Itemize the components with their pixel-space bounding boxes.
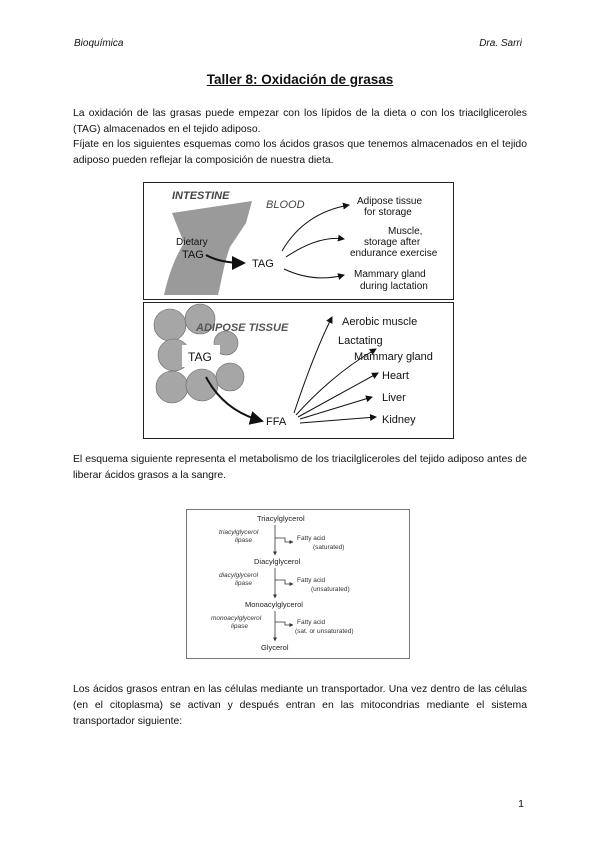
mammary-lactation-label-1: Mammary gland bbox=[354, 269, 426, 280]
muscle-label-1: Muscle, bbox=[388, 226, 423, 237]
header-author: Dra. Sarri bbox=[479, 38, 522, 49]
paragraph-intro: La oxidación de las grasas puede empezar con los lípidos de la dieta o con los triacilgliceroles (TAG) almacenados en el tejido adiposo. bbox=[73, 108, 527, 135]
figure-dietary-tag bbox=[143, 182, 454, 300]
target-liver: Liver bbox=[382, 392, 406, 404]
header-course: Bioquímica bbox=[74, 38, 124, 49]
page-title: Taller 8: Oxidación de grasas bbox=[206, 72, 394, 87]
intestine-shape bbox=[164, 201, 252, 295]
paragraph-transport: Los ácidos grasos entran en las células mediante un transportador. Una vez dentro de las células (en el citoplasma) se activan y después entran en las mitocondrias mediante el sistema transportador siguiente: bbox=[73, 684, 527, 727]
fatty-acid-3-label: Fatty acid bbox=[297, 619, 326, 626]
target-heart: Heart bbox=[382, 370, 409, 382]
paragraph-lipolysis: El esquema siguiente representa el metabolismo de los triacilgliceroles del tejido adiposo antes de liberar ácidos grasos a la sangre. bbox=[73, 454, 527, 481]
target-lactating: Lactating bbox=[338, 335, 383, 347]
target-mammary-gland: Mammary gland bbox=[354, 351, 433, 363]
figure-lipolysis bbox=[186, 509, 410, 659]
dag-lipase-label-1: diacylglycerol bbox=[219, 572, 259, 579]
mag-lipase-label-1: monoacylglycerol bbox=[211, 615, 262, 622]
arrow-to-heart bbox=[298, 373, 378, 417]
ffa-arrows bbox=[294, 317, 378, 423]
blood-tag-label: TAG bbox=[252, 258, 274, 270]
fatty-acid-2-label: Fatty acid bbox=[297, 577, 326, 584]
dietary-label: Dietary bbox=[176, 237, 208, 248]
triacylglycerol-label: Triacylglycerol bbox=[257, 514, 305, 523]
figure-lipolysis-drawing bbox=[187, 510, 409, 658]
arrow-to-liver bbox=[300, 397, 372, 419]
adipose-tag-label: TAG bbox=[188, 350, 212, 364]
adipose-tissue-label: ADIPOSE TISSUE bbox=[196, 322, 289, 334]
arrow-to-aerobic-muscle bbox=[294, 317, 332, 413]
target-kidney: Kidney bbox=[382, 414, 416, 426]
ffa-label: FFA bbox=[266, 416, 287, 428]
tag-lipase-label-2: lipase bbox=[235, 537, 252, 544]
fatty-acid-3-branch bbox=[275, 622, 293, 625]
mammary-lactation-label-2: during lactation bbox=[360, 281, 428, 292]
dietary-tag-label: TAG bbox=[182, 249, 204, 261]
figure-dietary-tag-drawing bbox=[144, 183, 453, 299]
intestine-label: INTESTINE bbox=[172, 190, 230, 202]
fatty-acid-2-branch bbox=[275, 580, 293, 584]
monoacylglycerol-label: Monoacylglycerol bbox=[245, 600, 303, 609]
paragraph-scheme-intro: Fíjate en los siguientes esquemas como los ácidos grasos que tenemos almacenados en el tejido adiposo pueden reflejar la composición de nuestra dieta. bbox=[73, 139, 527, 166]
glycerol-label: Glycerol bbox=[261, 643, 289, 652]
adipose-storage-label-1: Adipose tissue bbox=[357, 196, 423, 207]
figure-adipose-ffa-drawing bbox=[144, 303, 453, 438]
fatty-acid-2-note: (unsaturated) bbox=[311, 586, 350, 593]
muscle-label-3: endurance exercise bbox=[350, 248, 438, 259]
fatty-acid-3-note: (sat. or unsaturated) bbox=[295, 628, 354, 635]
tag-lipase-label-1: triacylglycerol bbox=[219, 529, 259, 536]
fatty-acid-1-branch bbox=[275, 538, 293, 542]
fatty-acid-1-label: Fatty acid bbox=[297, 535, 326, 542]
figure-adipose-ffa bbox=[143, 302, 454, 439]
adipose-storage-label-2: for storage bbox=[364, 207, 412, 218]
mag-lipase-label-2: lipase bbox=[231, 623, 248, 630]
dag-lipase-label-2: lipase bbox=[235, 580, 252, 587]
fatty-acid-1-note: (saturated) bbox=[313, 544, 345, 551]
arrow-to-adipose bbox=[282, 205, 349, 251]
blood-label: BLOOD bbox=[266, 199, 305, 211]
arrow-to-mammary bbox=[284, 269, 344, 278]
page-number: 1 bbox=[518, 798, 524, 810]
arrow-to-kidney bbox=[300, 417, 376, 423]
diacylglycerol-label: Diacylglycerol bbox=[254, 557, 301, 566]
muscle-label-2: storage after bbox=[364, 237, 421, 248]
target-aerobic-muscle: Aerobic muscle bbox=[342, 316, 418, 328]
arrow-to-muscle bbox=[286, 238, 344, 257]
